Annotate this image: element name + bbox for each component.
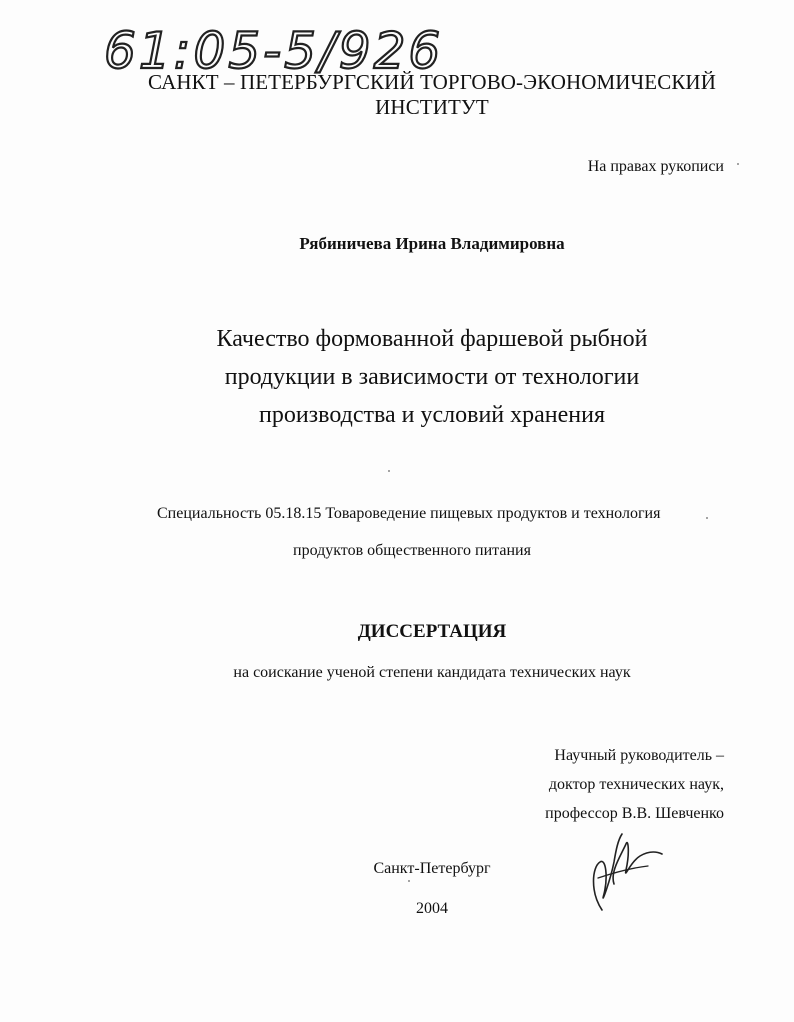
scan-speck [408, 880, 410, 882]
specialty-line-1: Специальность 05.18.15 Товароведение пищевых продуктов и технология [157, 505, 661, 522]
supervisor-line-3: профессор В.В. Шевченко [545, 805, 724, 822]
institute-line-1: САНКТ – ПЕТЕРБУРГСКИЙ ТОРГОВО-ЭКОНОМИЧЕСКИЙ [148, 70, 716, 94]
supervisor-line-2: доктор технических наук, [548, 776, 724, 793]
manuscript-note: На правах рукописи [587, 158, 724, 175]
scan-speck [737, 163, 739, 165]
specialty-line-2: продуктов общественного питания [293, 542, 531, 559]
title-line-3: производства и условий хранения [258, 402, 606, 428]
document-type: ДИССЕРТАЦИЯ [357, 621, 507, 642]
scientific-supervisor [545, 741, 724, 828]
institute-line-2: ИНСТИТУТ [375, 95, 489, 119]
city: Санкт-Петербург [373, 860, 491, 877]
degree-statement: на соискание ученой степени кандидата технических наук [233, 664, 631, 681]
title-line-1: Качество формованной фаршевой рыбной [216, 326, 648, 352]
author-name: Рябиничева Ирина Владимировна [299, 234, 565, 253]
supervisor-line-1: Научный руководитель – [554, 747, 724, 764]
scan-speck [388, 470, 390, 472]
institute-name [0, 70, 794, 120]
dissertation-title [0, 320, 794, 434]
title-line-2: продукции в зависимости от технологии [224, 364, 640, 390]
archive-number-text: 61:05-5/926 [104, 22, 444, 80]
scan-speck [706, 517, 708, 519]
year: 2004 [416, 900, 448, 917]
